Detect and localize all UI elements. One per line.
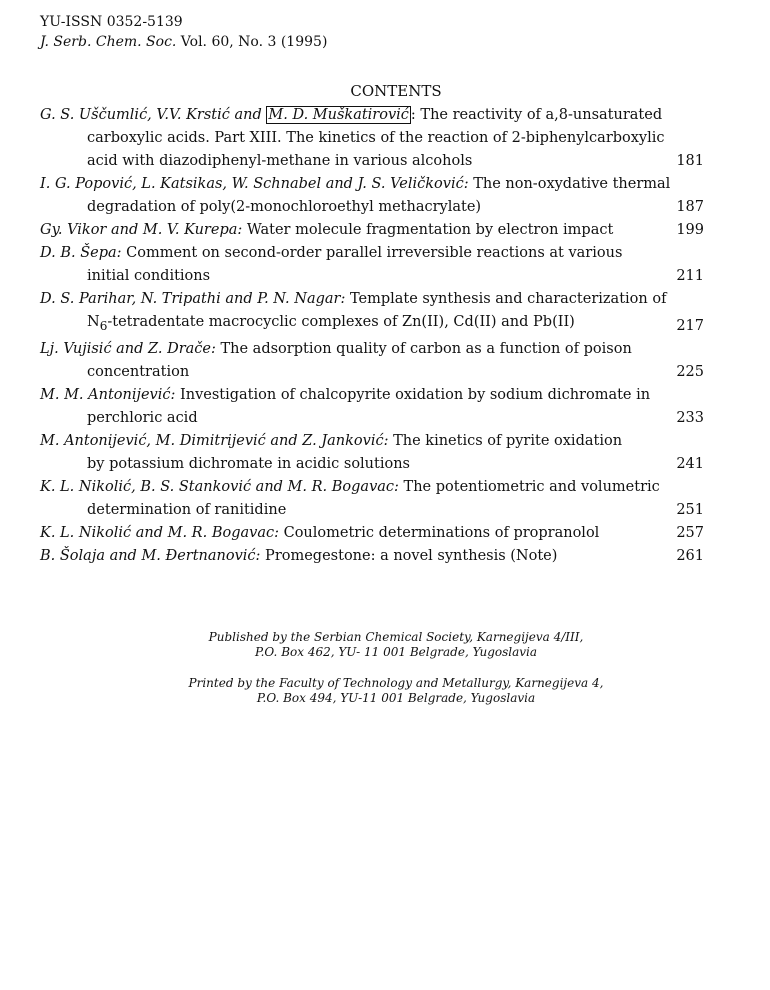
entry-authors: K. L. Nikolić and M. R. Bogavac: <box>40 524 279 541</box>
entry-title: The non-oxydative thermal <box>468 176 671 192</box>
entry-authors: G. S. Uščumlić, V.V. Krstić and <box>40 107 267 123</box>
toc-entry <box>40 545 704 568</box>
page-number: 187 <box>676 199 704 215</box>
entry-title-cont: perchloric acid <box>87 409 198 426</box>
entry-title: Template synthesis and characterization of <box>345 291 667 307</box>
toc-entry <box>40 242 704 288</box>
printer-line-2: P.O. Box 494, YU-11 001 Belgrade, Yugoslavia <box>256 691 536 705</box>
toc-entry <box>40 173 704 219</box>
highlighted-author: M. D. Muškatirović <box>268 107 409 123</box>
volume-issue: Vol. 60, No. 3 (1995) <box>176 34 328 50</box>
issn: YU-ISSN 0352-5139 <box>40 14 183 30</box>
printer-line-1: Printed by the Faculty of Technology and Metallurgy, Karnegijeva 4, <box>188 676 604 690</box>
toc-entry <box>40 476 704 522</box>
entry-authors: D. B. Šepa: <box>40 245 122 261</box>
entry-authors: Gy. Vikor and M. V. Kurepa: <box>40 222 243 238</box>
page-number: 181 <box>676 153 704 169</box>
table-of-contents <box>40 104 704 568</box>
toc-entry <box>40 338 704 384</box>
toc-entry <box>40 288 704 338</box>
entry-title: : The reactivity of a,8-unsaturated <box>410 107 663 123</box>
page-number: 241 <box>676 455 704 472</box>
entry-title: The potentiometric and volumetric <box>398 478 660 495</box>
contents-title: CONTENTS <box>350 82 442 100</box>
entry-title-cont: concentration <box>87 363 190 380</box>
journal-citation <box>40 32 327 52</box>
toc-entry <box>40 219 704 242</box>
toc-entry <box>40 104 704 173</box>
page-number: 233 <box>676 409 704 426</box>
entry-authors: I. G. Popović, L. Katsikas, W. Schnabel and J. S. Veličković: <box>40 176 469 192</box>
page-number: 257 <box>676 524 704 541</box>
page-number: 211 <box>676 268 704 284</box>
n-prefix: N <box>87 314 100 330</box>
entry-title-cont: degradation of poly(2-monochloroethyl methacrylate) <box>87 199 482 215</box>
toc-entry <box>40 430 704 476</box>
page-number: 217 <box>676 317 704 334</box>
entry-authors: Lj. Vujisić and Z. Drače: <box>40 340 216 357</box>
entry-title-cont: acid with diazodiphenyl-methane in various alcohols <box>87 153 473 169</box>
entry-title: The kinetics of pyrite oxidation <box>388 432 623 449</box>
entry-title-cont: carboxylic acids. Part XIII. The kinetics of the reaction of 2-biphenylcarboxylic <box>87 130 665 146</box>
n-rest: -tetradentate macrocyclic complexes of Zn(II), Cd(II) and Pb(II) <box>107 314 575 330</box>
page-number: 251 <box>676 501 704 518</box>
journal-abbrev: J. Serb. Chem. Soc. <box>40 34 177 50</box>
entry-authors: M. M. Antonijević: <box>40 386 176 403</box>
page-number: 261 <box>676 547 704 564</box>
entry-authors: M. Antonijević, M. Dimitrijević and Z. Janković: <box>40 432 389 449</box>
printer-info <box>0 676 770 706</box>
entry-title-cont: by potassium dichromate in acidic solutions <box>87 455 410 472</box>
entry-title-cont: initial conditions <box>87 268 211 284</box>
publisher-info <box>0 630 770 660</box>
entry-title: Comment on second-order parallel irreversible reactions at various <box>121 245 623 261</box>
entry-authors: D. S. Parihar, N. Tripathi and P. N. Nagar: <box>40 291 346 307</box>
entry-title: Water molecule fragmentation by electron impact <box>242 222 614 238</box>
journal-header <box>40 12 327 52</box>
page-number: 225 <box>676 363 704 380</box>
entry-title: Promegestone: a novel synthesis (Note) <box>260 547 558 564</box>
n-subscript: 6 <box>99 318 108 333</box>
entry-authors: K. L. Nikolić, B. S. Stanković and M. R. Bogavac: <box>40 478 399 495</box>
entry-title-cont: determination of ranitidine <box>87 501 287 518</box>
page-number: 199 <box>676 222 704 238</box>
entry-title: Coulometric determinations of propranolol <box>278 524 600 541</box>
entry-title-cont <box>40 311 704 338</box>
entry-title: The adsorption quality of carbon as a function of poison <box>215 340 632 357</box>
publisher-line-2: P.O. Box 462, YU- 11 001 Belgrade, Yugoslavia <box>254 645 538 659</box>
toc-entry <box>40 384 704 430</box>
toc-entry <box>40 522 704 545</box>
entry-title: Investigation of chalcopyrite oxidation by sodium dichromate in <box>175 386 651 403</box>
entry-authors: B. Šolaja and M. Đertnanović: <box>40 547 261 564</box>
publisher-line-1: Published by the Serbian Chemical Society, Karnegijeva 4/III, <box>208 630 584 644</box>
